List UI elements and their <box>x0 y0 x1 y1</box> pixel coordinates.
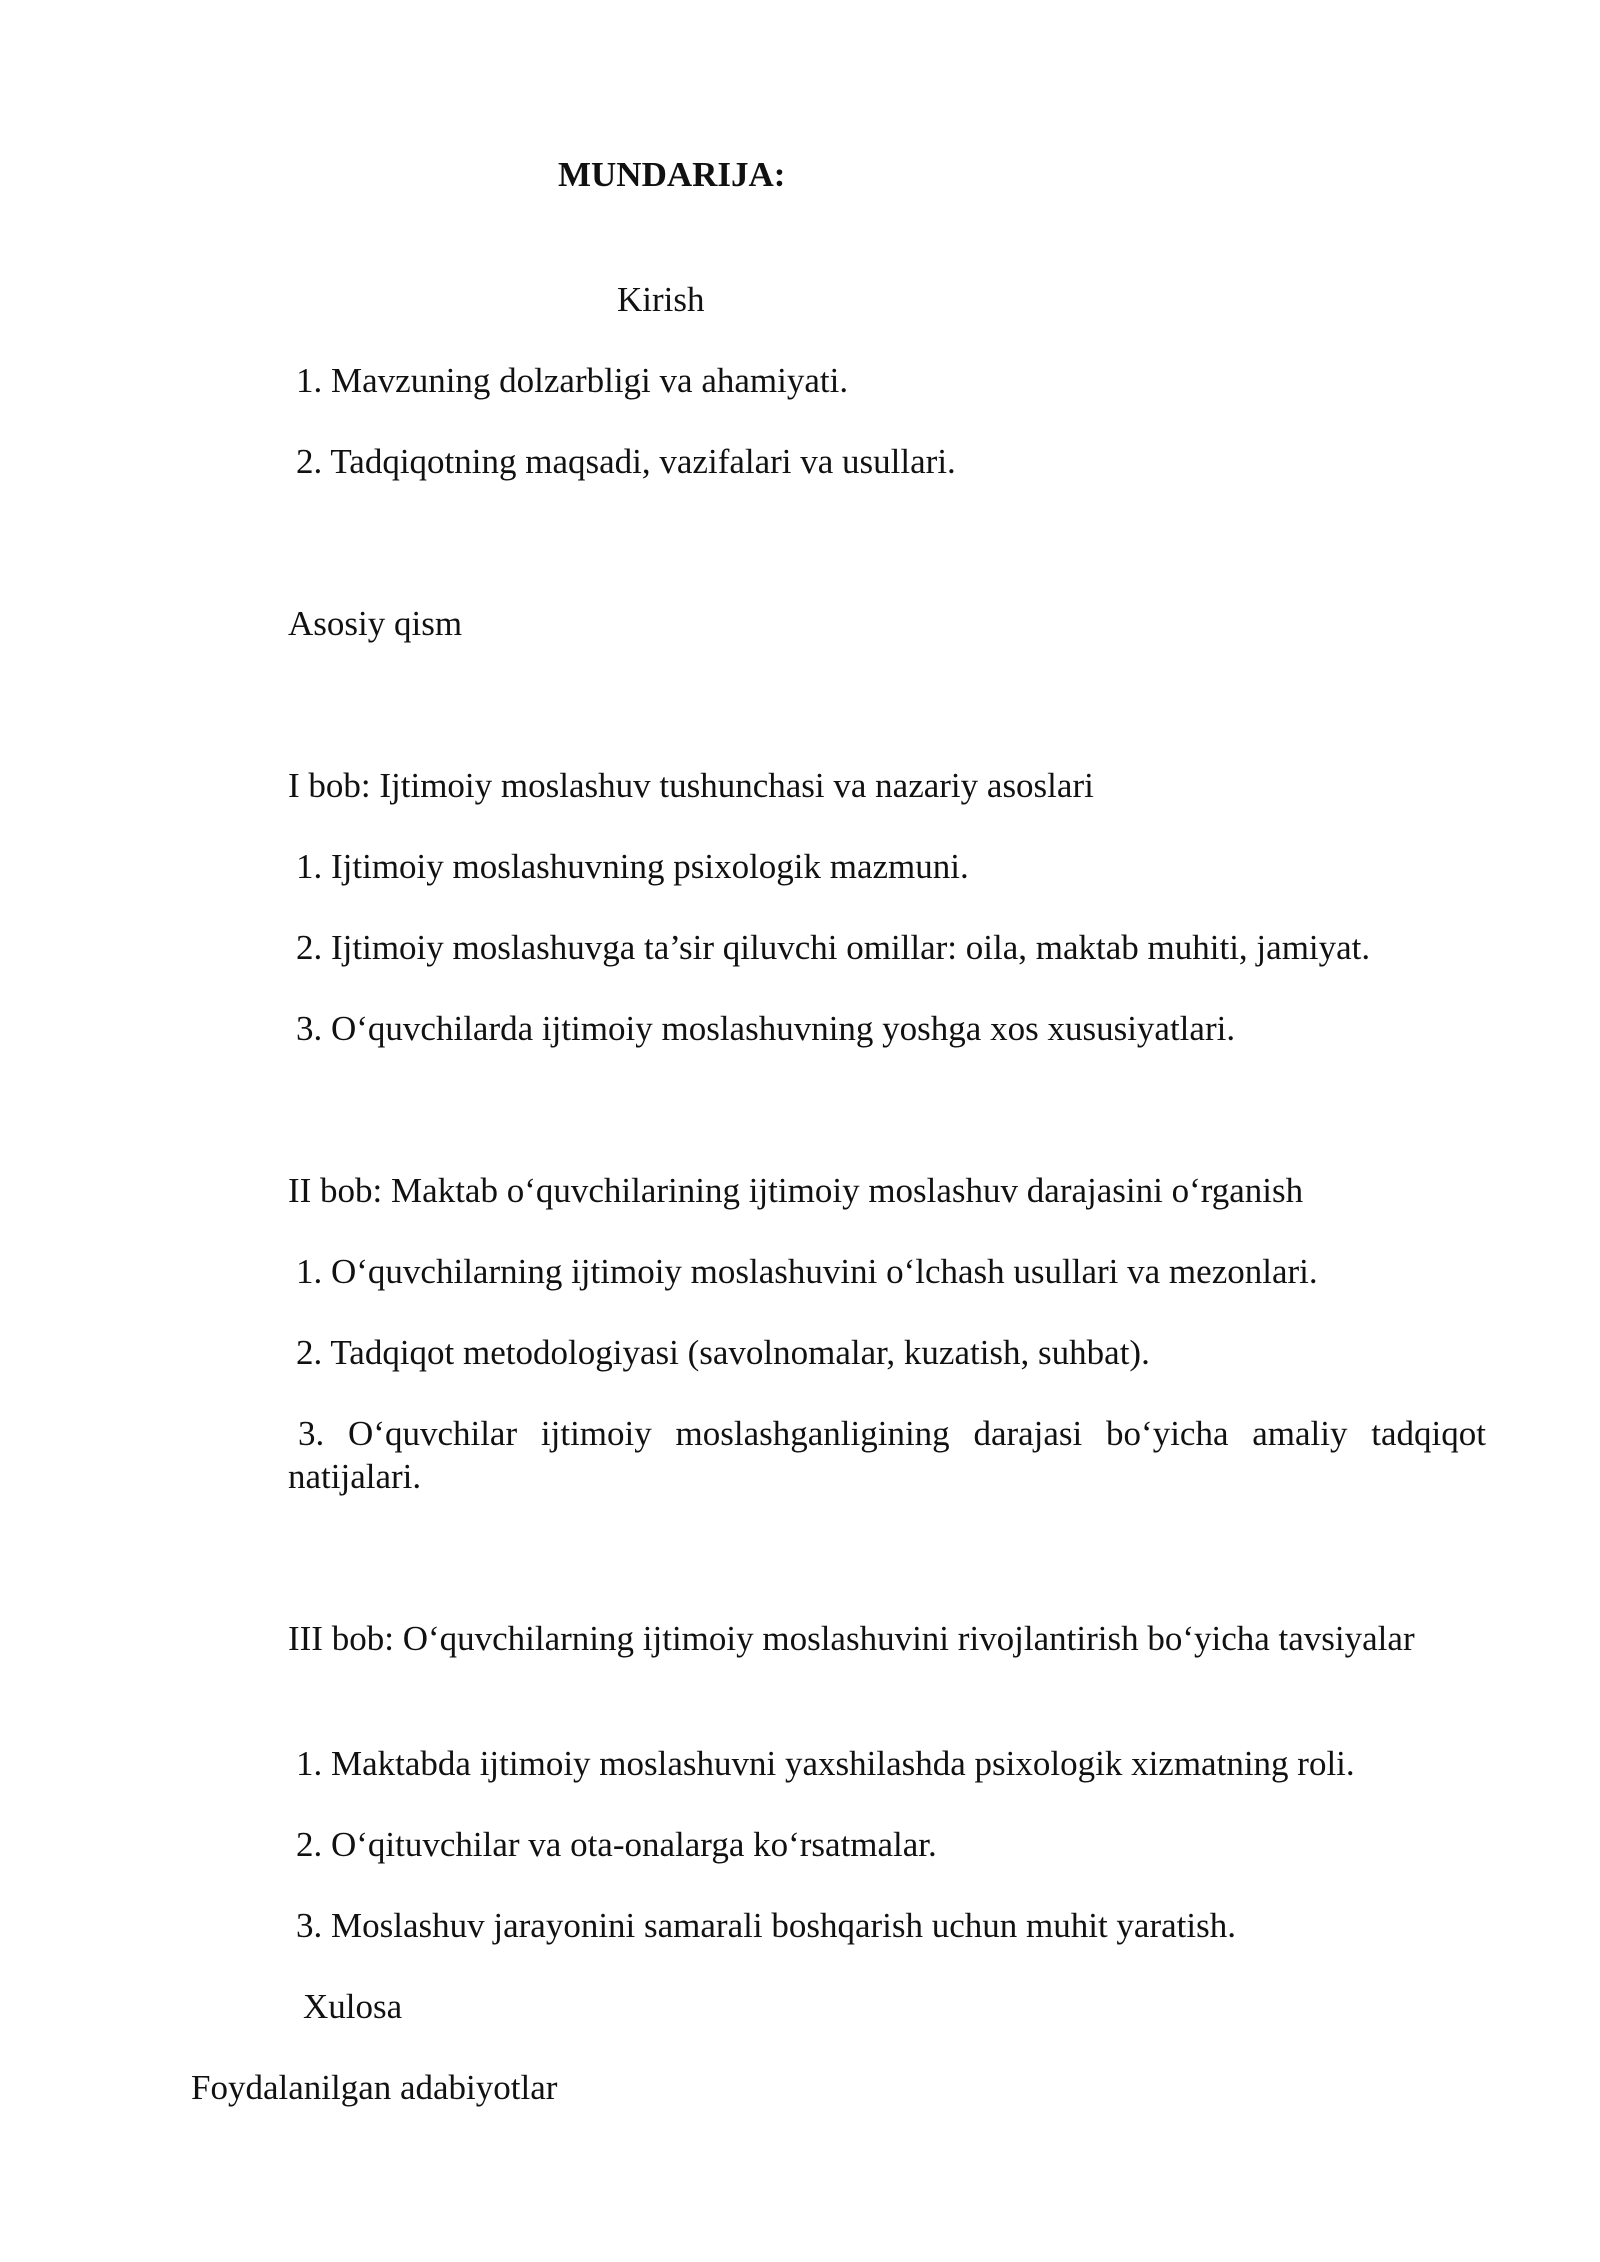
chapter1-item-3: 3. O‘quvchilarda ijtimoiy moslashuvning yoshga xos xususiyatlari. <box>296 1009 1236 1048</box>
chapter2-item-1: 1. O‘quvchilarning ijtimoiy moslashuvini o‘lchash usullari va mezonlari. <box>296 1252 1318 1291</box>
main-part-heading: Asosiy qism <box>288 604 463 643</box>
intro-item-1: 1. Mavzuning dolzarbligi va ahamiyati. <box>296 361 849 400</box>
conclusion-heading: Xulosa <box>303 1987 403 2026</box>
chapter1-heading: I bob: Ijtimoiy moslashuv tushunchasi va nazariy asoslari <box>288 766 1094 805</box>
chapter2-heading: II bob: Maktab o‘quvchilarining ijtimoiy moslashuv darajasini o‘rganish <box>288 1171 1304 1210</box>
chapter2-item-3: 3. O‘quvchilar ijtimoiy moslashganligining darajasi bo‘yicha amaliy tadqiqot natijalari. <box>288 1414 1486 1496</box>
chapter3-item-2: 2. O‘qituvchilar va ota-onalarga ko‘rsatmalar. <box>296 1825 937 1864</box>
chapter1-item-2: 2. Ijtimoiy moslashuvga ta’sir qiluvchi omillar: oila, maktab muhiti, jamiyat. <box>296 928 1371 967</box>
chapter1-item-1: 1. Ijtimoiy moslashuvning psixologik mazmuni. <box>296 847 969 886</box>
chapter2-item-2: 2. Tadqiqot metodologiyasi (savolnomalar, kuzatish, suhbat). <box>296 1333 1150 1372</box>
intro-item-2: 2. Tadqiqotning maqsadi, vazifalari va usullari. <box>296 442 956 481</box>
chapter3-heading: III bob: O‘quvchilarning ijtimoiy moslashuvini rivojlantirish bo‘yicha tavsiyalar <box>288 1619 1415 1658</box>
toc-title: MUNDARIJA: <box>558 155 786 194</box>
intro-heading: Kirish <box>617 280 705 319</box>
references-heading: Foydalanilgan adabiyotlar <box>191 2068 558 2107</box>
chapter3-item-1: 1. Maktabda ijtimoiy moslashuvni yaxshilashda psixologik xizmatning roli. <box>296 1744 1355 1783</box>
chapter3-item-3: 3. Moslashuv jarayonini samarali boshqarish uchun muhit yaratish. <box>296 1906 1236 1945</box>
